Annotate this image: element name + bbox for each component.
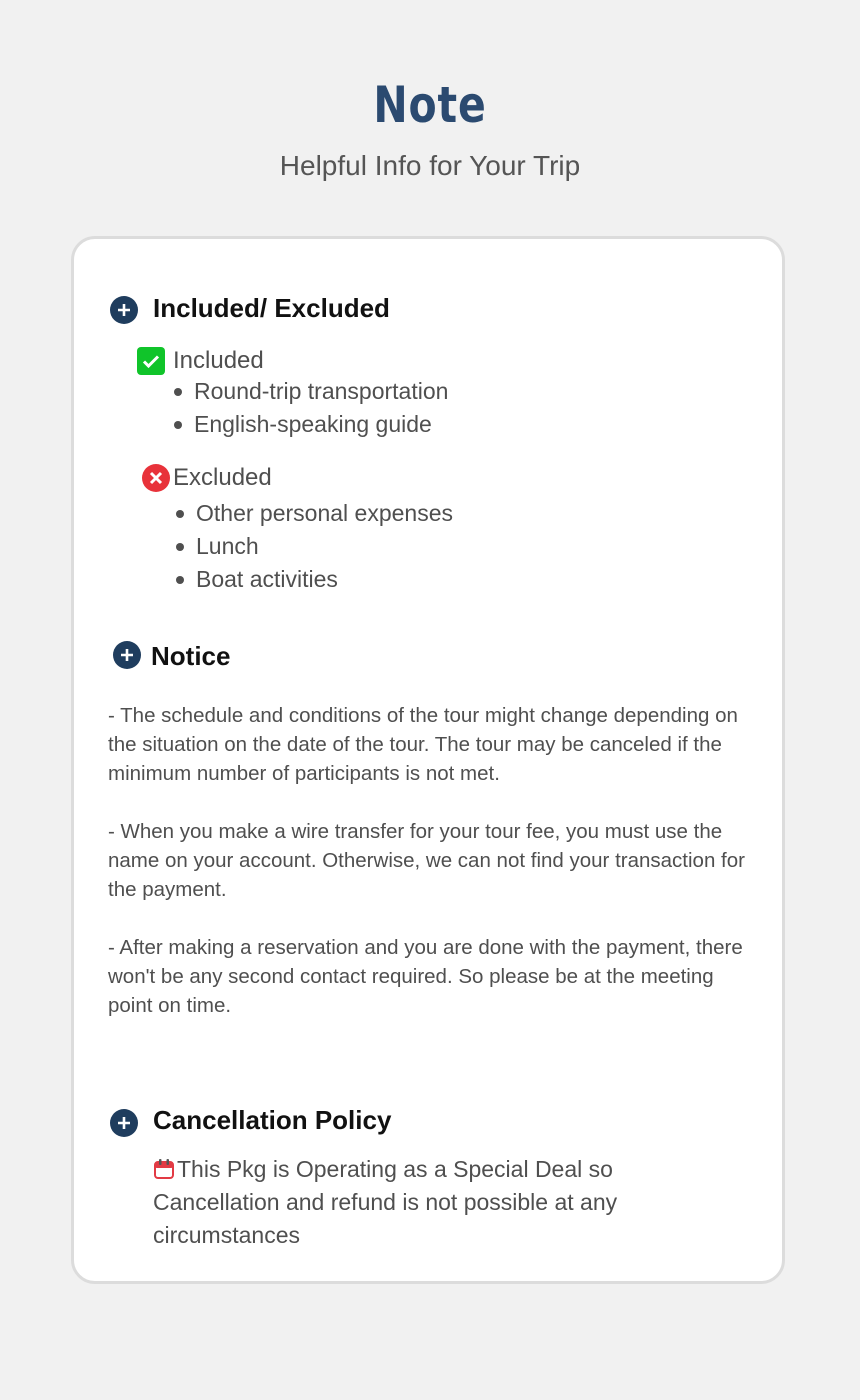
notice-paragraph: - When you make a wire transfer for your tour fee, you must use the name on your account. Otherwise, we can not find your transaction for the payment. xyxy=(108,820,745,901)
list-item: Round-trip transportation xyxy=(194,375,448,408)
list-item: Lunch xyxy=(196,530,453,563)
plus-circle-icon[interactable] xyxy=(110,296,138,324)
notice-paragraph: - The schedule and conditions of the tour might change depending on the situation on the date of the tour. The tour may be canceled if the minimum number of participants is not met. xyxy=(108,704,738,785)
info-card xyxy=(71,236,785,1284)
list-item: Boat activities xyxy=(196,563,453,596)
plus-circle-icon[interactable] xyxy=(113,641,141,669)
included-list xyxy=(194,375,448,441)
calendar-icon xyxy=(153,1156,175,1178)
section-heading-notice: Notice xyxy=(151,641,231,671)
cross-mark-icon xyxy=(142,464,170,492)
excluded-label: Excluded xyxy=(173,464,272,491)
section-heading-included-excluded: Included/ Excluded xyxy=(153,293,390,323)
list-item: English-speaking guide xyxy=(194,408,448,441)
included-label: Included xyxy=(173,347,264,374)
check-mark-icon xyxy=(137,347,165,375)
cancellation-text xyxy=(153,1153,713,1252)
excluded-list xyxy=(196,497,453,596)
page-title: Note xyxy=(373,76,487,134)
plus-circle-icon[interactable] xyxy=(110,1109,138,1137)
cancellation-text-content: This Pkg is Operating as a Special Deal so Cancellation and refund is not possible at any circumstances xyxy=(153,1156,618,1248)
page-subtitle: Helpful Info for Your Trip xyxy=(279,150,581,181)
notice-paragraph: - After making a reservation and you are done with the payment, there won't be any second contact required. So please be at the meeting point on time. xyxy=(108,936,743,1017)
list-item: Other personal expenses xyxy=(196,497,453,530)
section-heading-cancellation-policy: Cancellation Policy xyxy=(153,1105,392,1135)
